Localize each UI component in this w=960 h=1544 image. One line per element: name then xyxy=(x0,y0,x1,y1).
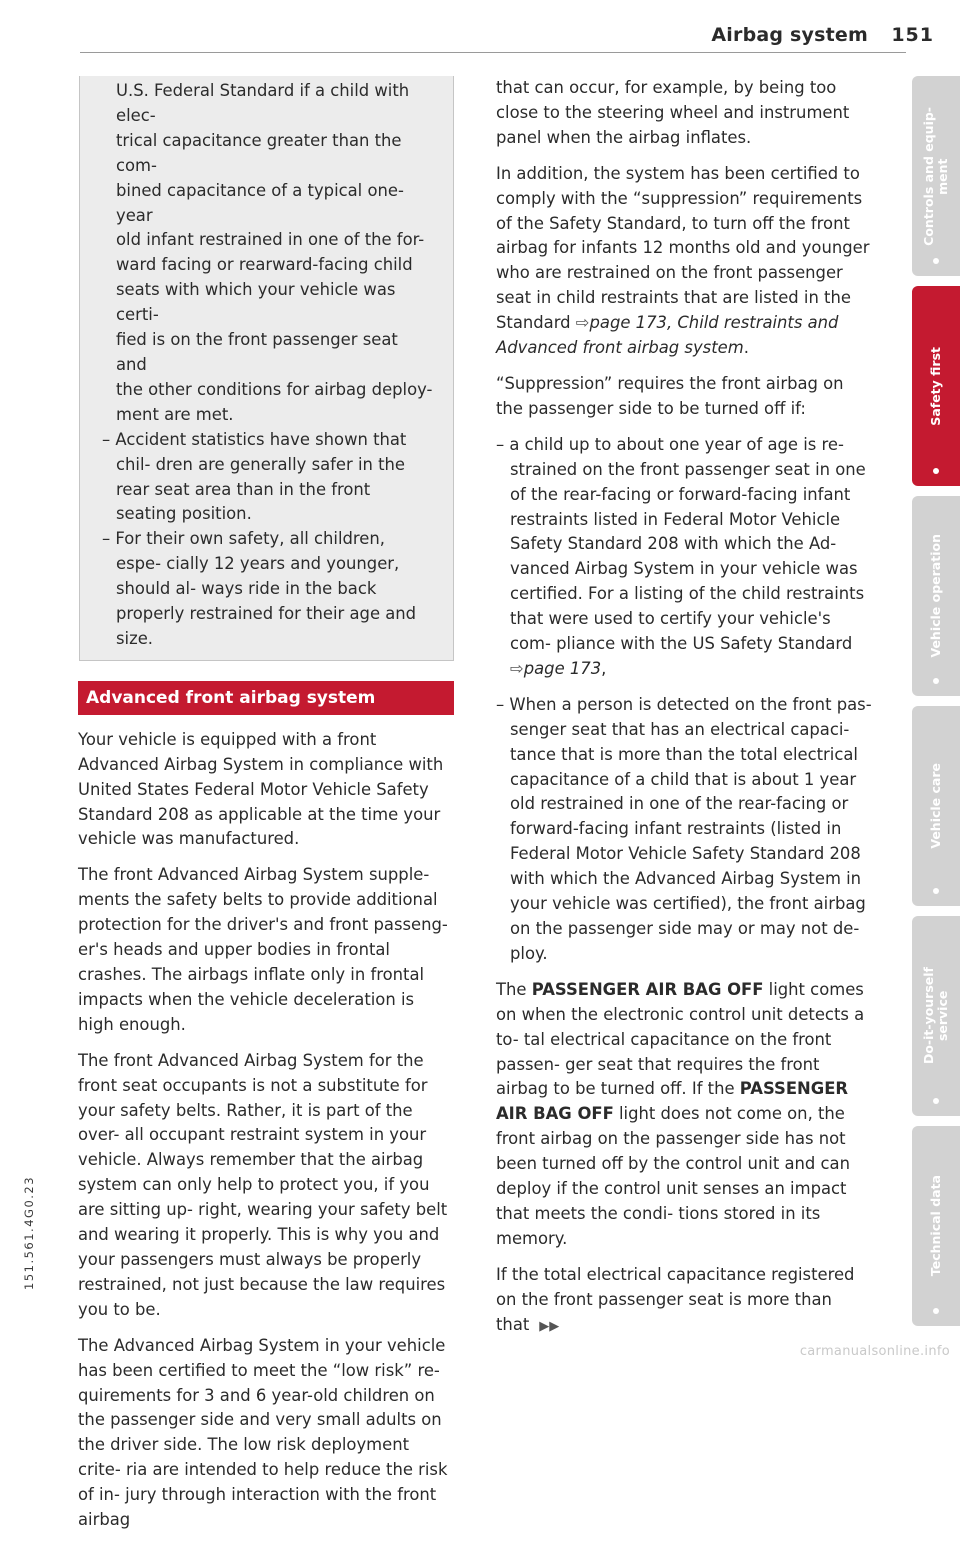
left-column xyxy=(78,76,454,1544)
tab-vehicle-care[interactable] xyxy=(912,706,960,906)
text-run: , xyxy=(601,658,607,678)
text-run: light comes on when the electronic control unit detects a to- tal electrical capacitance on the front passen- ger seat that requires the front airbag to be turned off. If the xyxy=(496,979,865,1099)
tab-dot-icon xyxy=(933,468,939,474)
running-header-title: Airbag system xyxy=(711,24,868,46)
warning-bullet: – For their own safety, all children, espe- cially 12 years and younger, should al- ways ride in the back properly restrained for their age and size. xyxy=(102,529,417,648)
warning-line: fied is on the front passenger seat and xyxy=(116,330,398,374)
warning-line: seats with which your vehicle was certi- xyxy=(116,280,396,325)
right-column xyxy=(496,76,874,1351)
tab-safety-first[interactable] xyxy=(912,286,960,486)
continue-arrow-icon: ▶▶ xyxy=(539,1318,560,1334)
text-run: If the total electrical capacitance registered on the front passenger seat is more than that xyxy=(496,1264,855,1334)
tab-dot-icon xyxy=(933,258,939,264)
body-paragraph: The front Advanced Airbag System for the front seat occupants is not a substitute for your safety belts. Rather, it is part of the over- all occupant restraint system in your vehicle. Always remember that the airbag system can only help to protect you, if you are sitting up- right, wearing your safety belt and wearing it properly. This is why you and your passengers must always be properly restrained, not just because the law requires you to be. xyxy=(78,1050,448,1319)
tab-do-it-yourself-service[interactable] xyxy=(912,916,960,1116)
section-heading: Advanced front airbag system xyxy=(78,681,454,715)
page-number: 151 xyxy=(891,24,934,46)
text-run: – a child up to about one year of age is re- strained on the front passenger seat in one of the rear-facing or forward-facing infant restraints listed in Federal Motor Vehicle Safety Standard 208 with which the Ad- vanced Airbag System in your vehicle was certified. For a listing of the child restraints that were used to certify your vehicle's com- pliance with the US Safety Standard xyxy=(496,434,866,654)
body-paragraph: that can occur, for example, by being too close to the steering wheel and instrument panel when the airbag inflates. xyxy=(496,78,850,147)
list-item xyxy=(496,433,874,682)
header-divider xyxy=(80,52,906,53)
warning-box-continuation xyxy=(79,76,454,661)
warning-line: ward facing or rearward-facing child xyxy=(116,255,413,275)
indicator-name: PASSENGER AIR BAG OFF xyxy=(531,979,764,999)
tab-dot-icon xyxy=(933,888,939,894)
warning-line: U.S. Federal Standard if a child with elec- xyxy=(116,81,410,125)
indicator-name: PASSENGER AIR BAG OFF xyxy=(496,1079,849,1124)
body-paragraph: Your vehicle is equipped with a front Advanced Airbag System in compliance with United States Federal Motor Vehicle Safety Standard 208 as applicable at the time your vehicle was manufactured. xyxy=(78,729,444,849)
body-paragraph: The Advanced Airbag System in your vehicle has been certified to meet the “low risk” re- quirements for 3 and 6 year-old children on the passenger side and very small adults on the driver side. The low risk deployment crite- ria are intended to help reduce the risk of in- jury through interaction with the front airbag xyxy=(78,1335,448,1530)
text-run: In addition, the system has been certified to comply with the “suppression” requirements of the Safety Standard, to turn off the front airbag for infants 12 months old and younger who are restrained on the front passenger seat in child restraints that are listed in the Standard xyxy=(496,163,870,333)
warning-line: the other conditions for airbag deploy- xyxy=(116,379,433,399)
page-reference-link[interactable]: page 173 xyxy=(523,658,602,678)
warning-line: bined capacitance of a typical one-year xyxy=(116,180,404,225)
body-paragraph: “Suppression” requires the front airbag on the passenger side to be turned off if: xyxy=(496,373,844,418)
warning-text xyxy=(102,79,433,428)
list-item: – When a person is detected on the front pas- senger seat that has an electrical capaci- tance that is more than the total electrical capacitance of a child that is about 1 year old restrained in one of the rear-facing or forward-facing infant restraints (listed in Federal Motor Vehicle Safety Standard 208 with which the Advanced Airbag System in your vehicle was certified), the front airbag on the passenger side may or may not de- ploy. xyxy=(496,694,872,963)
tab-dot-icon xyxy=(933,1098,939,1104)
tab-label: Vehicle care xyxy=(928,763,943,849)
tab-technical-data[interactable] xyxy=(912,1126,960,1326)
warning-line: old infant restrained in one of the for- xyxy=(116,230,425,250)
page-reference-link[interactable]: page 173, Child restraints and Advanced front airbag system xyxy=(496,313,839,358)
tab-label: Vehicle operation xyxy=(928,534,943,658)
body-paragraph xyxy=(496,1263,874,1340)
tab-dot-icon xyxy=(933,678,939,684)
tab-label: Do-it-yourself service xyxy=(921,967,950,1065)
warning-bullet: – Accident statistics have shown that chil- dren are generally safer in the rear seat area than in the front seating position. xyxy=(102,429,407,524)
text-run: light does not come on, the front airbag on the passenger side has not been turned off by the control unit and can deploy if the control unit senses an impact that meets the condi- tions stored in its memory. xyxy=(496,1104,850,1248)
warning-line: ment are met. xyxy=(116,404,234,424)
body-paragraph: The front Advanced Airbag System supple- ments the safety belts to provide additional protection for the driver's and front passeng- er's heads and upper bodies in frontal crashes. The airbags inflate only in frontal impacts when the vehicle deceleration is high enough. xyxy=(78,865,448,1034)
tab-label: Safety first xyxy=(928,346,943,426)
page-ref-arrow-icon: ⇨ xyxy=(575,313,590,333)
text-run: . xyxy=(743,338,749,358)
warning-line: trical capacitance greater than the com- xyxy=(116,130,402,175)
text-run: The xyxy=(496,979,532,999)
tab-vehicle-operation[interactable] xyxy=(912,496,960,696)
tab-dot-icon xyxy=(933,1308,939,1314)
page-ref-arrow-icon: ⇨ xyxy=(510,658,524,678)
body-paragraph xyxy=(496,162,874,361)
watermark: carmanualsonline.info xyxy=(799,1344,950,1359)
tab-label: Controls and equip- ment xyxy=(921,106,950,246)
tab-label: Technical data xyxy=(928,1175,943,1277)
body-paragraph xyxy=(496,978,874,1252)
margin-document-code: 151.561.4G0.23 xyxy=(22,1175,36,1290)
tab-controls-and-equipment[interactable] xyxy=(912,76,960,276)
